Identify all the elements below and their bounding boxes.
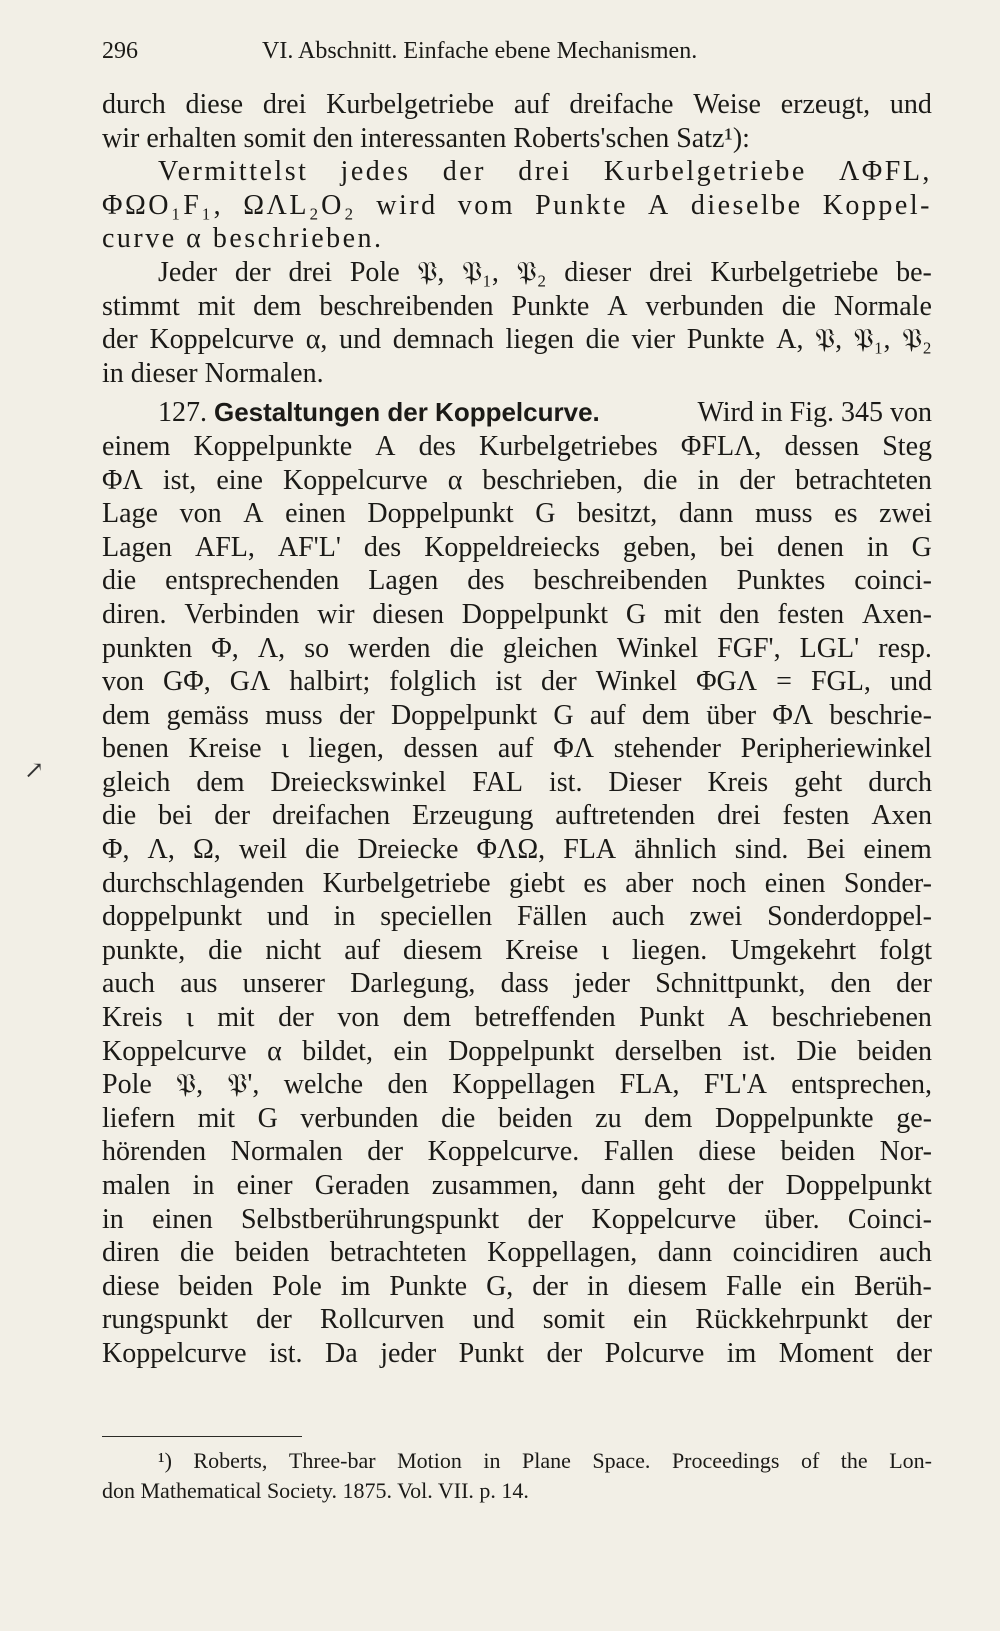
section-first-line: Wird in Fig. 345 von: [697, 397, 932, 429]
paragraph-3: [102, 430, 932, 1371]
text-line: ΦΛ ist, eine Koppelcurve α beschrieben, die in der betrachteten: [102, 464, 932, 496]
main-text: [102, 88, 932, 1371]
text-line: die entsprechenden Lagen des beschreibenden Punktes coinci-: [102, 565, 932, 597]
text-line: der Koppelcurve α, und demnach liegen die vier Punkte A, 𝔓, 𝔓₁, 𝔓₂: [102, 324, 932, 356]
text-line: diren die beiden betrachteten Koppellagen, dann coincidiren auch: [102, 1237, 932, 1269]
text-line: stimmt mit dem beschreibenden Punkte A verbunden die Normale: [102, 290, 932, 322]
text-line: auch aus unserer Darlegung, dass jeder Schnittpunkt, den der: [102, 968, 932, 1000]
text-line: von GΦ, GΛ halbirt; folglich ist der Winkel ΦGΛ = FGL, und: [102, 666, 932, 698]
text-line: ΦΩO₁F₁, ΩΛL₂O₂ wird vom Punkte A dieselbe Koppel-: [102, 189, 932, 221]
text-line: wir erhalten somit den interessanten Roberts'schen Satz¹):: [102, 122, 750, 154]
footnote-rule: [102, 1436, 302, 1437]
section-heading-line: [102, 396, 932, 430]
text-line: malen in einer Geraden zusammen, dann geht der Doppelpunkt: [102, 1170, 932, 1201]
text-line: Lagen AFL, AF'L' des Koppeldreiecks geben, bei denen in G: [102, 531, 932, 563]
text-line: curve α beschrieben.: [102, 223, 384, 255]
text-line: Φ, Λ, Ω, weil die Dreiecke ΦΛΩ, FLA ähnlich sind. Bei einem: [102, 834, 932, 866]
margin-pencil-mark: ↗: [24, 758, 45, 784]
text-line: Koppelcurve ist. Da jeder Punkt der Polcurve im Moment der: [102, 1337, 932, 1369]
section-title: Gestaltungen der Koppelcurve.: [214, 397, 600, 428]
text-line: Vermittelst jedes der drei Kurbelgetriebe ΛΦFL,: [158, 156, 932, 188]
text-line: Kreis ι mit der von dem betreffenden Punkt A beschriebenen: [102, 1002, 932, 1034]
text-line: durchschlagenden Kurbelgetriebe giebt es aber noch einen Sonder-: [102, 867, 932, 899]
page-number: 296: [102, 38, 138, 64]
theorem-statement: [102, 155, 932, 256]
text-line: Pole 𝔓, 𝔓', welche den Koppellagen FLA, F'L'A entsprechen,: [102, 1069, 932, 1101]
text-line: gleich dem Dreieckswinkel FAL ist. Dieser Kreis geht durch: [102, 766, 932, 798]
text-line: Lage von A einen Doppelpunkt G besitzt, dann muss es zwei: [102, 498, 932, 530]
text-line: Jeder der drei Pole 𝔓, 𝔓₁, 𝔓₂ dieser drei Kurbelgetriebe be-: [158, 256, 932, 288]
text-line: ¹) Roberts, Three-bar Motion in Plane Space. Proceedings of the Lon-: [158, 1448, 932, 1473]
text-line: benen Kreise ι liegen, dessen auf ΦΛ stehender Peripheriewinkel: [102, 733, 932, 765]
text-line: durch diese drei Kurbelgetriebe auf dreifache Weise erzeugt, und: [102, 89, 932, 120]
text-line: punkte, die nicht auf diesem Kreise ι liegen. Umgekehrt folgt: [102, 934, 932, 966]
running-title: VI. Abschnitt. Einfache ebene Mechanismen.: [262, 38, 698, 64]
text-line: diese beiden Pole im Punkte G, der in diesem Falle ein Berüh-: [102, 1270, 932, 1302]
text-line: in einen Selbstberührungspunkt der Koppelcurve über. Coinci-: [102, 1203, 932, 1235]
text-line: dem gemäss muss der Doppelpunkt G auf dem über ΦΛ beschrie-: [102, 699, 932, 731]
text-line: don Mathematical Society. 1875. Vol. VII. p. 14.: [102, 1478, 529, 1503]
footnote: [102, 1446, 932, 1506]
section-number: 127.: [158, 397, 207, 429]
text-line: doppelpunkt und in speciellen Fällen auch zwei Sonderdoppel-: [102, 901, 932, 933]
text-line: Koppelcurve α bildet, ein Doppelpunkt derselben ist. Die beiden: [102, 1035, 932, 1067]
text-line: diren. Verbinden wir diesen Doppelpunkt G mit den festen Axen-: [102, 598, 932, 630]
text-line: punkten Φ, Λ, so werden die gleichen Winkel FGF', LGL' resp.: [102, 632, 932, 664]
text-line: liefern mit G verbunden die beiden zu dem Doppelpunkte ge-: [102, 1102, 932, 1134]
paragraph-1: [102, 88, 932, 155]
paragraph-2: [102, 256, 932, 390]
text-line: hörenden Normalen der Koppelcurve. Fallen diese beiden Nor-: [102, 1136, 932, 1168]
text-line: rungspunkt der Rollcurven und somit ein Rückkehrpunkt der: [102, 1304, 932, 1336]
running-header: [102, 36, 932, 66]
text-line: die bei der dreifachen Erzeugung auftretenden drei festen Axen: [102, 800, 932, 832]
text-line: in dieser Normalen.: [102, 357, 324, 389]
text-line: einem Koppelpunkte A des Kurbelgetriebes ΦFLΛ, dessen Steg: [102, 430, 932, 462]
